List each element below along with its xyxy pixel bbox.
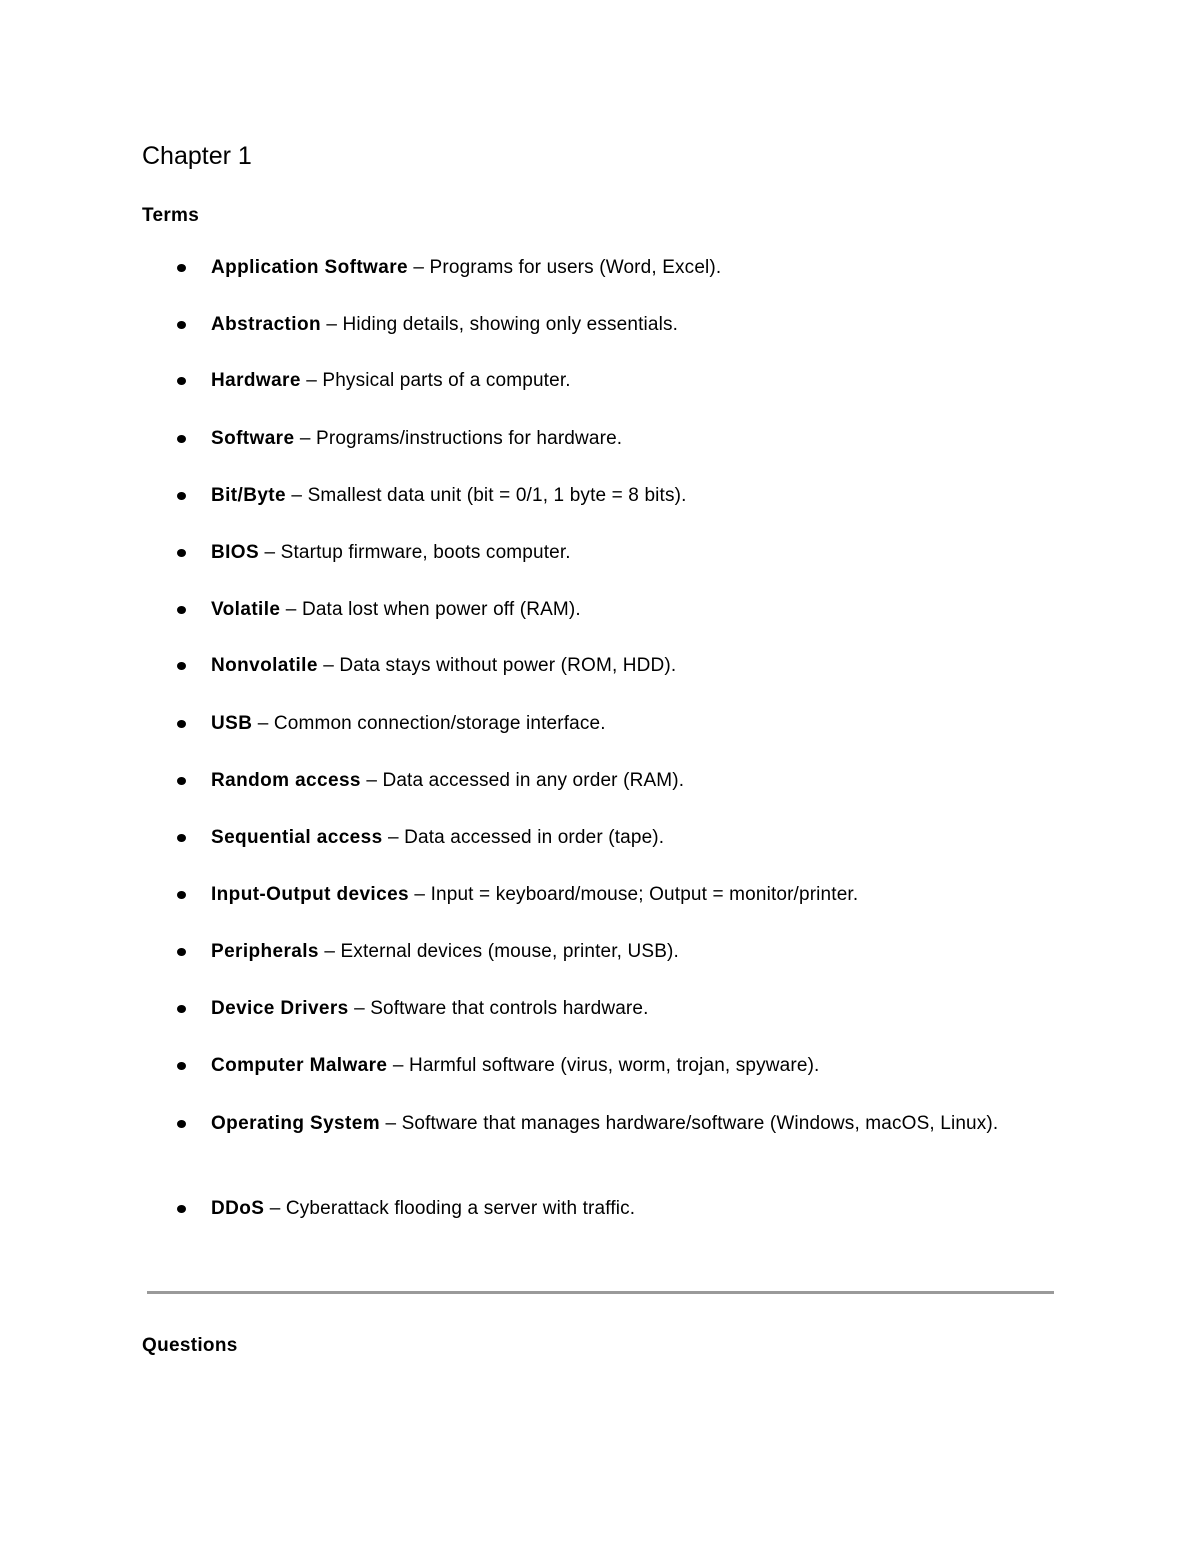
term-list-item (211, 596, 1051, 624)
term-separator: – (409, 884, 431, 905)
term-separator: – (382, 827, 405, 848)
bullet-icon (177, 492, 186, 500)
bullet-icon (177, 1205, 186, 1213)
bullet-icon (177, 834, 186, 842)
term-definition: Physical parts of a computer. (322, 370, 571, 391)
term-name: USB (211, 713, 253, 734)
bullet-icon (177, 891, 186, 899)
questions-heading: Questions (142, 1335, 238, 1356)
term-list-item (211, 995, 1051, 1023)
term-separator: – (294, 428, 317, 449)
term-list-item (211, 539, 1051, 567)
term-separator: – (360, 770, 383, 791)
term-list-item (211, 254, 1051, 282)
chapter-title: Chapter 1 (142, 142, 252, 170)
term-separator: – (407, 257, 430, 278)
bullet-icon (177, 1062, 186, 1070)
term-separator: – (286, 485, 308, 506)
bullet-icon (177, 264, 186, 272)
term-name: Random access (211, 770, 361, 791)
term-separator: – (264, 1198, 286, 1219)
term-definition: Cyberattack flooding a server with traffic. (285, 1198, 636, 1219)
bullet-icon (177, 948, 186, 956)
term-definition: Input = keyboard/mouse; Output = monitor/printer. (430, 884, 859, 905)
term-name: Sequential access (211, 827, 383, 848)
term-separator: – (280, 599, 302, 620)
term-separator: – (348, 998, 371, 1019)
term-definition: Data accessed in any order (RAM). (382, 770, 685, 791)
term-list-item (211, 824, 1051, 852)
term-separator: – (252, 713, 274, 734)
terms-heading: Terms (142, 205, 200, 226)
term-name: BIOS (211, 542, 260, 563)
term-definition: Software that manages hardware/software (Windows, macOS, Linux). (401, 1113, 999, 1134)
bullet-icon (177, 1120, 186, 1128)
term-definition: Data lost when power off (RAM). (301, 599, 581, 620)
term-list-item (211, 1110, 1051, 1138)
term-definition: Programs/instructions for hardware. (316, 428, 623, 449)
term-list-item (211, 1052, 1051, 1080)
term-name: Operating System (211, 1113, 381, 1134)
term-definition: Software that controls hardware. (370, 998, 649, 1019)
term-name: Computer Malware (211, 1055, 388, 1076)
term-name: Peripherals (211, 941, 319, 962)
bullet-icon (177, 549, 186, 557)
term-definition: Hiding details, showing only essentials. (342, 314, 679, 335)
term-separator: – (318, 941, 341, 962)
term-name: Input-Output devices (211, 884, 409, 905)
term-list-item (211, 710, 1051, 738)
bullet-icon (177, 1005, 186, 1013)
term-definition: External devices (mouse, printer, USB). (340, 941, 679, 962)
term-name: Bit/Byte (211, 485, 286, 506)
bullet-icon (177, 435, 186, 443)
term-list-item (211, 311, 1051, 339)
term-list-item (211, 652, 1051, 680)
term-definition: Data accessed in order (tape). (404, 827, 665, 848)
term-name: Device Drivers (211, 998, 349, 1019)
term-name: Application Software (211, 257, 408, 278)
term-name: Abstraction (211, 314, 321, 335)
bullet-icon (177, 777, 186, 785)
term-separator: – (300, 370, 323, 391)
term-separator: – (380, 1113, 402, 1134)
term-name: Software (211, 428, 295, 449)
bullet-icon (177, 377, 186, 385)
horizontal-divider (147, 1291, 1054, 1294)
term-separator: – (320, 314, 343, 335)
term-list-item (211, 767, 1051, 795)
bullet-icon (177, 321, 186, 329)
term-definition: Startup firmware, boots computer. (280, 542, 571, 563)
term-list-item (211, 367, 1051, 395)
term-definition: Common connection/storage interface. (273, 713, 606, 734)
term-separator: – (259, 542, 281, 563)
bullet-icon (177, 720, 186, 728)
term-definition: Programs for users (Word, Excel). (429, 257, 722, 278)
term-list-item (211, 425, 1051, 453)
term-separator: – (317, 655, 340, 676)
term-definition: Data stays without power (ROM, HDD). (339, 655, 677, 676)
term-list-item (211, 1195, 1051, 1223)
term-name: Volatile (211, 599, 281, 620)
bullet-icon (177, 606, 186, 614)
term-definition: Smallest data unit (bit = 0/1, 1 byte = 8 bits). (307, 485, 687, 506)
term-list-item (211, 881, 1051, 909)
term-name: Nonvolatile (211, 655, 318, 676)
term-name: DDoS (211, 1198, 265, 1219)
term-list-item (211, 482, 1051, 510)
term-list-item (211, 938, 1051, 966)
term-separator: – (387, 1055, 409, 1076)
bullet-icon (177, 662, 186, 670)
term-definition: Harmful software (virus, worm, trojan, spyware). (408, 1055, 820, 1076)
term-name: Hardware (211, 370, 301, 391)
